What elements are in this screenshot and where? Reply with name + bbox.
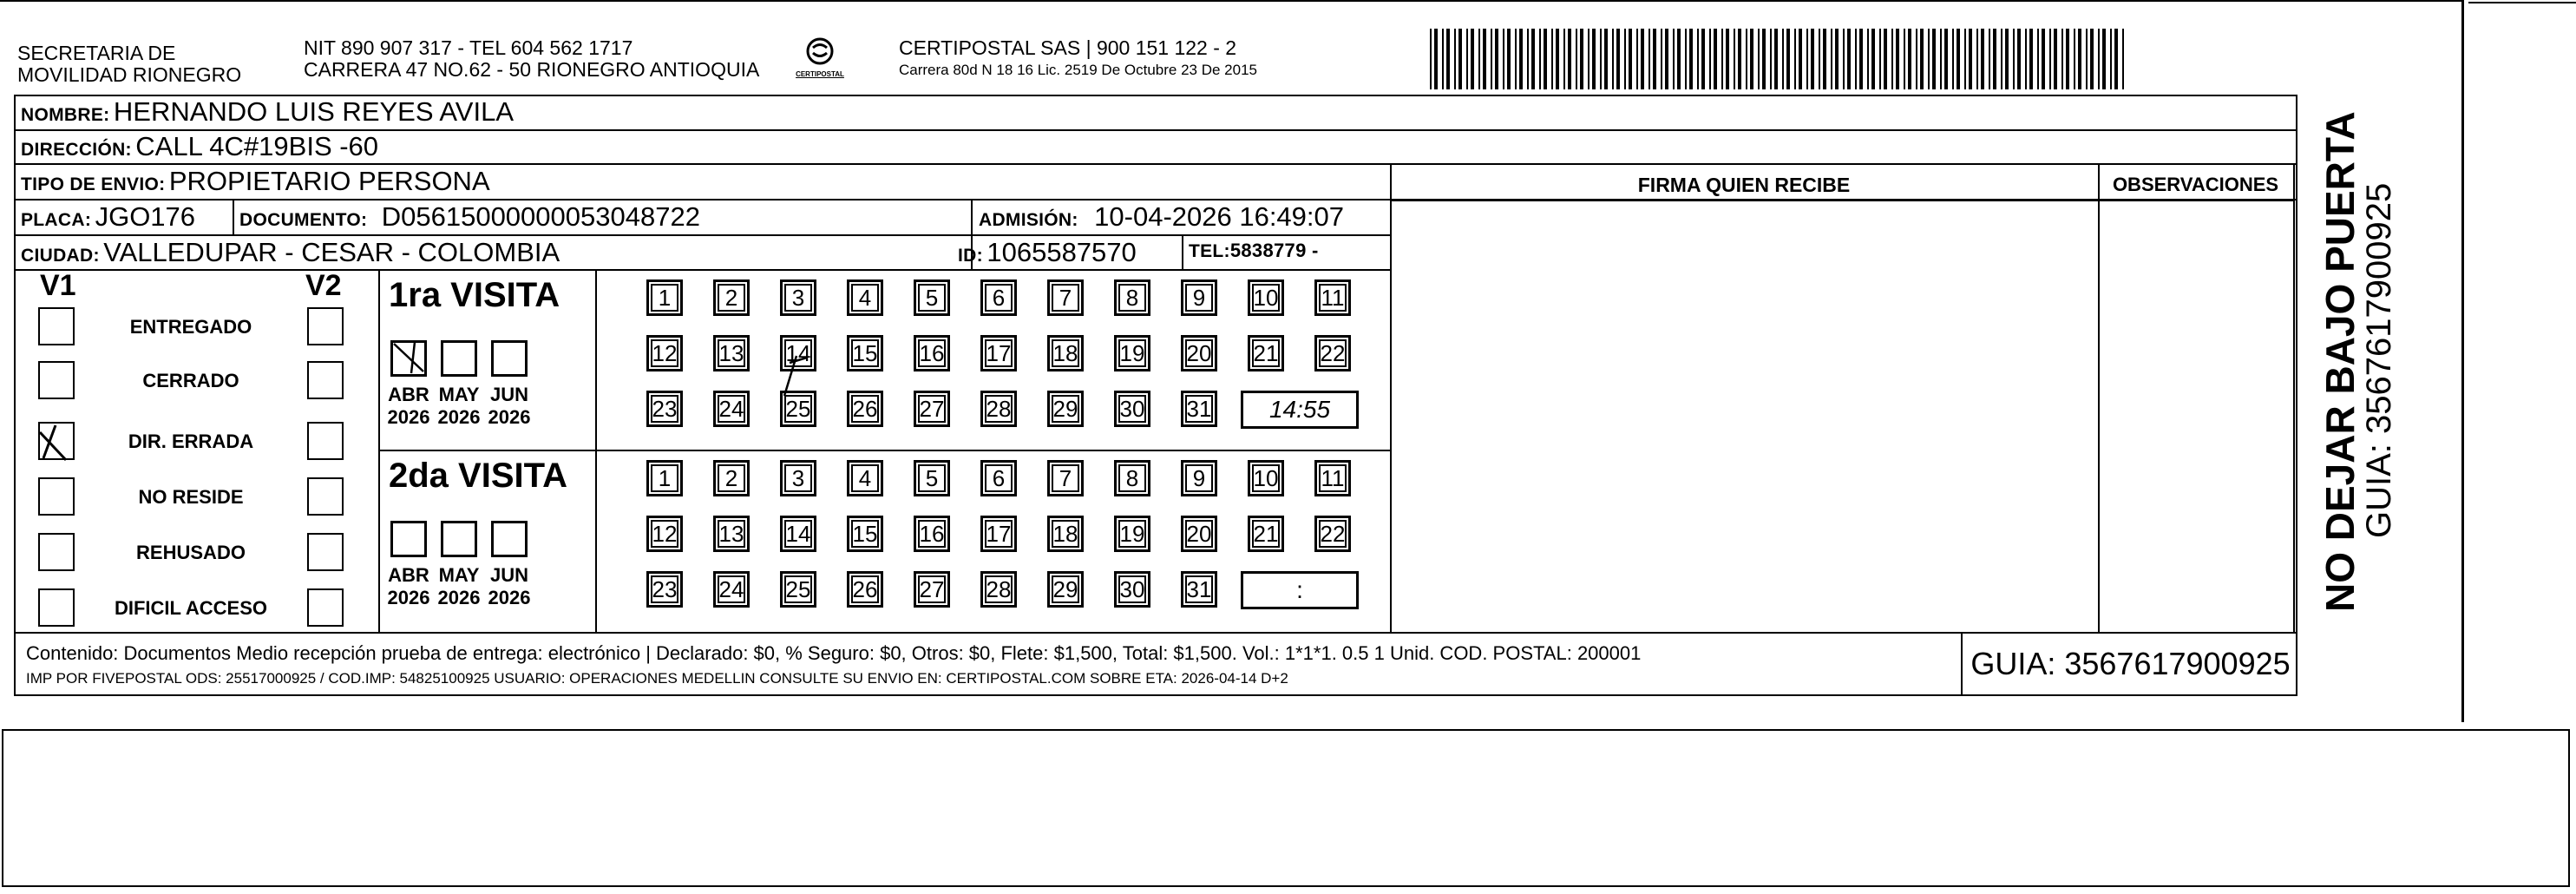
visit2-day-box[interactable]: 21 (1248, 516, 1284, 552)
barcode-bar (1976, 29, 1978, 89)
barcode-bar (1904, 29, 1905, 89)
status-label: REHUSADO (136, 542, 246, 563)
footer-line-1: Contenido: Documentos Medio recepción prueba de entrega: electrónico | Declarado: $0, % Seguro: $0, Otros: $0, Flete: $1,500, Total: $1,500. Vol.: 1*1*1. 0.5 1 Unid. COD. POSTAL: 200001 (26, 642, 1642, 664)
barcode-bar (1908, 29, 1911, 89)
barcode-bar (1483, 29, 1486, 89)
rule-firma-head (1390, 200, 2293, 201)
col-firma (1390, 165, 1392, 632)
visit2-day-box[interactable]: 24 (713, 571, 750, 608)
barcode-bar (2054, 29, 2057, 89)
visit1-day-box[interactable]: 22 (1314, 335, 1351, 371)
barcode-bar (1495, 29, 1498, 89)
barcode-bar (1507, 29, 1511, 89)
barcode-bar (1697, 29, 1699, 89)
month-year: 2026 (488, 587, 531, 608)
visit2-day-box[interactable]: 9 (1181, 460, 1217, 496)
id-value: 1065587570 (986, 237, 1137, 267)
visit1-day-box[interactable]: 19 (1114, 335, 1150, 371)
barcode-bar (1661, 29, 1662, 89)
visit2-day-box[interactable]: 2 (713, 460, 750, 496)
observaciones-label: OBSERVACIONES (2112, 174, 2279, 195)
barcode-bar (1544, 29, 1547, 89)
side-warning: NO DEJAR BAJO PUERTA (2317, 111, 2363, 612)
barcode-bar (1701, 29, 1705, 89)
barcode-bar (2025, 29, 2027, 89)
barcode-bar (1442, 29, 1444, 89)
check-mark-day-14 (784, 356, 807, 396)
barcode-bar (2001, 29, 2002, 89)
barcode-bar (1430, 29, 1432, 89)
barcode-bar (1969, 29, 1972, 89)
lower-stub (2, 729, 2570, 887)
month-name: ABR (388, 384, 429, 405)
visit1-day-box[interactable]: 3 (780, 279, 816, 316)
barcode-bar (1746, 29, 1747, 89)
month-year: 2026 (437, 406, 481, 428)
barcode-bar (1726, 29, 1729, 89)
barcode-bar (1478, 29, 1480, 89)
visit1-day-box[interactable]: 2 (713, 279, 750, 316)
barcode-bar (1641, 29, 1644, 89)
barcode-bar (1527, 29, 1529, 89)
tipo-value: PROPIETARIO PERSONA (168, 166, 490, 196)
barcode-bar (1993, 29, 1996, 89)
visit2-day-box[interactable]: 22 (1314, 516, 1351, 552)
visit2-day-box[interactable]: 4 (847, 460, 883, 496)
barcode-bar (1859, 29, 1863, 89)
visit2-day-box[interactable]: 28 (980, 571, 1017, 608)
barcode-bar (1738, 29, 1741, 89)
visit2-day-box[interactable]: 19 (1114, 516, 1150, 552)
visit2-day-box[interactable]: 31 (1181, 571, 1217, 608)
month-year: 2026 (387, 587, 430, 608)
barcode-bar (1847, 29, 1851, 89)
barcode-bar (1616, 29, 1620, 89)
side-panel (2299, 111, 2464, 616)
barcode-bar (1612, 29, 1614, 89)
visit1-day-box[interactable]: 31 (1181, 391, 1217, 427)
barcode-bar (1576, 29, 1577, 89)
barcode-bar (2078, 29, 2081, 89)
month-year: 2026 (488, 406, 531, 428)
visit1-day-box[interactable]: 12 (646, 335, 683, 371)
visit1-time-field[interactable]: 14:55 (1241, 391, 1359, 429)
barcode-bar (1466, 29, 1468, 89)
nombre-label: NOMBRE: (21, 105, 110, 125)
barcode-bar (2122, 29, 2124, 89)
visit2-day-box[interactable]: 20 (1181, 516, 1217, 552)
visit2-day-box[interactable]: 11 (1314, 460, 1351, 496)
status-label: CERRADO (142, 370, 239, 391)
barcode-bar (1952, 29, 1954, 89)
barcode-bar (1855, 29, 1857, 89)
barcode-bar (2017, 29, 2021, 89)
barcode-bar (1770, 29, 1772, 89)
issuer-line-2: MOVILIDAD RIONEGRO (17, 63, 242, 86)
barcode-bar (1629, 29, 1632, 89)
barcode-bar (2061, 29, 2063, 89)
barcode-bar (1758, 29, 1760, 89)
handwritten-marks (0, 0, 1390, 632)
visit1-day-box[interactable]: 7 (1047, 279, 1084, 316)
barcode-bar (1964, 29, 1966, 89)
barcode-bar (1539, 29, 1541, 89)
month-name: MAY (438, 384, 480, 405)
barcode-bar (2086, 29, 2088, 89)
visit2-day-box[interactable]: 13 (713, 516, 750, 552)
barcode-bar (1871, 29, 1875, 89)
status-label: NO RESIDE (138, 486, 244, 508)
barcode-bar (1928, 29, 1930, 89)
barcode-bar (1891, 29, 1893, 89)
barcode-bar (2013, 29, 2015, 89)
barcode-bar (1944, 29, 1948, 89)
visit1-day-box[interactable]: 21 (1248, 335, 1284, 371)
visit2-day-box[interactable]: 8 (1114, 460, 1150, 496)
visit1-day-box[interactable]: 9 (1181, 279, 1217, 316)
barcode-bar (1709, 29, 1711, 89)
status-label: DIFICIL ACCESO (114, 597, 267, 619)
barcode-bar (1636, 29, 1638, 89)
visit1-day-box[interactable]: 18 (1047, 335, 1084, 371)
visit2-day-box[interactable]: 18 (1047, 516, 1084, 552)
rule-footer (14, 632, 2297, 634)
visit2-day-box[interactable]: 30 (1114, 571, 1150, 608)
visit1-day-box[interactable]: 14 (780, 335, 816, 371)
barcode-bar (1750, 29, 1753, 89)
tel-label: TEL: (1189, 241, 1230, 261)
barcode-bar (1957, 29, 1960, 89)
visit2-day-box[interactable]: 3 (780, 460, 816, 496)
documento-label: DOCUMENTO: (239, 210, 368, 230)
barcode-bar (2110, 29, 2112, 89)
barcode-bar (1604, 29, 1608, 89)
check-mark-abr (394, 342, 423, 373)
documento-value: D05615000000053048722 (381, 201, 700, 232)
barcode-bar (2066, 29, 2069, 89)
placa-label: PLACA: (21, 210, 92, 230)
firma-label: FIRMA QUIEN RECIBE (1637, 174, 1851, 196)
visit1-day-box[interactable]: 11 (1314, 279, 1351, 316)
barcode-bar (1823, 29, 1826, 89)
barcode-bar (1568, 29, 1571, 89)
col-footer-guia (1961, 632, 1963, 696)
barcode-bar (2114, 29, 2118, 89)
visit1-day-box[interactable]: 25 (780, 391, 816, 427)
barcode-bar (1600, 29, 1602, 89)
barcode-bar (1879, 29, 1881, 89)
barcode-bar (1867, 29, 1869, 89)
visit2-day-box[interactable]: 27 (914, 571, 950, 608)
barcode-bar (1786, 29, 1790, 89)
logo-text: CERTIPOSTAL (796, 70, 844, 78)
barcode-bar (1685, 29, 1687, 89)
barcode-bar (1916, 29, 1917, 89)
barcode-bar (1782, 29, 1784, 89)
barcode-bar (1762, 29, 1766, 89)
barcode-bar (2090, 29, 2094, 89)
barcode-bar (2098, 29, 2100, 89)
visit1-day-box[interactable]: 8 (1114, 279, 1150, 316)
barcode-bar (2049, 29, 2051, 89)
barcode-bar (1563, 29, 1565, 89)
visit1-day-box[interactable]: 1 (646, 279, 683, 316)
barcode-bar (1588, 29, 1590, 89)
barcode-bar (1920, 29, 1924, 89)
placa-value: JGO176 (95, 201, 196, 232)
barcode-bar (1734, 29, 1735, 89)
footer-guia: GUIA: 3567617900925 (1970, 646, 2291, 681)
visit1-day-box[interactable]: 20 (1181, 335, 1217, 371)
v1-label: V1 (40, 269, 76, 302)
footer-line-2: IMP POR FIVEPOSTAL ODS: 25517000925 / COD.IMP: 54825100925 USUARIO: OPERACIONES MEDELLIN CONSULTE SU ENVIO EN: CERTIPOSTAL.COM SOBRE ETA: 2026-04-14 D+2 (26, 670, 1288, 687)
visit1-day-box[interactable]: 15 (847, 335, 883, 371)
barcode-bar (1454, 29, 1456, 89)
barcode-bar (1799, 29, 1802, 89)
visit1-day-box[interactable]: 28 (980, 391, 1017, 427)
barcode-bar (1831, 29, 1832, 89)
col-obs (2098, 165, 2100, 632)
barcode-bar (1843, 29, 1845, 89)
visit1-day-box[interactable]: 10 (1248, 279, 1284, 316)
barcode-bar (1835, 29, 1839, 89)
visit2-day-box[interactable]: 15 (847, 516, 883, 552)
barcode-bar (1689, 29, 1693, 89)
v2-label: V2 (305, 269, 342, 302)
month-year: 2026 (387, 406, 430, 428)
visit1-day-box[interactable]: 30 (1114, 391, 1150, 427)
visit1-day-box[interactable]: 27 (914, 391, 950, 427)
barcode-bar (1989, 29, 1990, 89)
admision-label: ADMISIÓN: (979, 210, 1078, 230)
visit2-day-box[interactable]: 5 (914, 460, 950, 496)
visit2-day-box[interactable]: 1 (646, 460, 683, 496)
barcode-bar (1653, 29, 1656, 89)
visit2-title: 2da VISITA (389, 457, 567, 495)
visit2-day-box[interactable]: 14 (780, 516, 816, 552)
barcode-bar (1714, 29, 1717, 89)
direccion-label: DIRECCIÓN: (21, 140, 132, 160)
visit2-day-box[interactable]: 16 (914, 516, 950, 552)
barcode-bar (1811, 29, 1814, 89)
barcode-bar (1981, 29, 1984, 89)
barcode-bar (1556, 29, 1559, 89)
check-mark-dir-errada (40, 425, 66, 460)
barcode-bar (1446, 29, 1450, 89)
barcode-bar (2102, 29, 2106, 89)
barcode-bar (1673, 29, 1675, 89)
barcode-bar (1932, 29, 1936, 89)
license-line: Carrera 80d N 18 16 Lic. 2519 De Octubre 23 De 2015 (899, 62, 1257, 78)
visit1-day-box[interactable]: 5 (914, 279, 950, 316)
barcode-bar (1819, 29, 1820, 89)
month-name: ABR (388, 564, 429, 586)
visit2-day-box[interactable]: 25 (780, 571, 816, 608)
right-edge-top (2468, 2, 2576, 3)
visit1-day-box[interactable]: 13 (713, 335, 750, 371)
barcode-bar (1519, 29, 1523, 89)
ciudad-value: VALLEDUPAR - CESAR - COLOMBIA (103, 237, 560, 267)
barcode-bar (1515, 29, 1517, 89)
barcode-bar (1624, 29, 1626, 89)
barcode-bar (1434, 29, 1438, 89)
visit1-day-box[interactable]: 6 (980, 279, 1017, 316)
barcode-bar (2074, 29, 2075, 89)
visit1-day-box[interactable]: 17 (980, 335, 1017, 371)
visit2-day-box[interactable]: 29 (1047, 571, 1084, 608)
tel-value: 5838779 - (1229, 240, 1319, 261)
barcode-bar (1551, 29, 1553, 89)
month-name: JUN (489, 564, 528, 586)
tipo-label: TIPO DE ENVIO: (21, 174, 166, 194)
visit2-day-box[interactable]: 10 (1248, 460, 1284, 496)
barcode-bar (1940, 29, 1942, 89)
col-end (2293, 165, 2295, 632)
visit1-day-box[interactable]: 23 (646, 391, 683, 427)
barcode-bar (1896, 29, 1899, 89)
id-label: ID: (958, 246, 983, 266)
barcode-bar (1677, 29, 1681, 89)
visit2-day-box[interactable]: 12 (646, 516, 683, 552)
visit2-day-box[interactable]: 6 (980, 460, 1017, 496)
barcode-bar (1471, 29, 1474, 89)
barcode-bar (2037, 29, 2039, 89)
barcode-bar (1531, 29, 1535, 89)
barcode-bar (1592, 29, 1596, 89)
admision-value: 10-04-2026 16:49:07 (1094, 201, 1345, 232)
barcode-bar (1665, 29, 1668, 89)
barcode-bar (1774, 29, 1778, 89)
visit2-day-box[interactable]: 17 (980, 516, 1017, 552)
side-guia: GUIA: 3567617900925 (2360, 182, 2398, 538)
barcode-bar (1491, 29, 1492, 89)
barcode-bar (1580, 29, 1583, 89)
barcode-bar (1649, 29, 1650, 89)
nit-line: NIT 890 907 317 - TEL 604 562 1717 (304, 36, 633, 59)
visit1-day-box[interactable]: 24 (713, 391, 750, 427)
direccion-value: CALL 4C#19BIS -60 (135, 131, 379, 161)
barcode-bar (2005, 29, 2009, 89)
visit2-time-field[interactable]: : (1241, 571, 1359, 609)
status-label: ENTREGADO (129, 316, 252, 338)
visit2-day-box[interactable]: 7 (1047, 460, 1084, 496)
barcode-bar (1458, 29, 1462, 89)
ciudad-label: CIUDAD: (21, 246, 100, 266)
visit1-day-box[interactable]: 29 (1047, 391, 1084, 427)
barcode-image (1430, 29, 2124, 89)
issuer-line-1: SECRETARIA DE (17, 42, 176, 64)
barcode-bar (1503, 29, 1504, 89)
nombre-value: HERNANDO LUIS REYES AVILA (113, 96, 515, 127)
visit1-title: 1ra VISITA (389, 276, 560, 314)
courier-line: CERTIPOSTAL SAS | 900 151 122 - 2 (899, 36, 1237, 59)
visit1-day-box[interactable]: 4 (847, 279, 883, 316)
month-name: JUN (489, 384, 528, 405)
barcode (1430, 29, 2124, 89)
month-year: 2026 (437, 587, 481, 608)
visit2-day-box[interactable]: 26 (847, 571, 883, 608)
visit1-day-box[interactable]: 16 (914, 335, 950, 371)
month-name: MAY (438, 564, 480, 586)
address-line: CARRERA 47 NO.62 - 50 RIONEGRO ANTIOQUIA (304, 58, 760, 81)
barcode-bar (2042, 29, 2045, 89)
barcode-bar (1806, 29, 1808, 89)
barcode-bar (1794, 29, 1796, 89)
visit1-day-box[interactable]: 26 (847, 391, 883, 427)
barcode-bar (1721, 29, 1723, 89)
visit2-day-box[interactable]: 23 (646, 571, 683, 608)
barcode-bar (1884, 29, 1887, 89)
status-label: DIR. ERRADA (128, 431, 254, 452)
barcode-bar (2029, 29, 2033, 89)
